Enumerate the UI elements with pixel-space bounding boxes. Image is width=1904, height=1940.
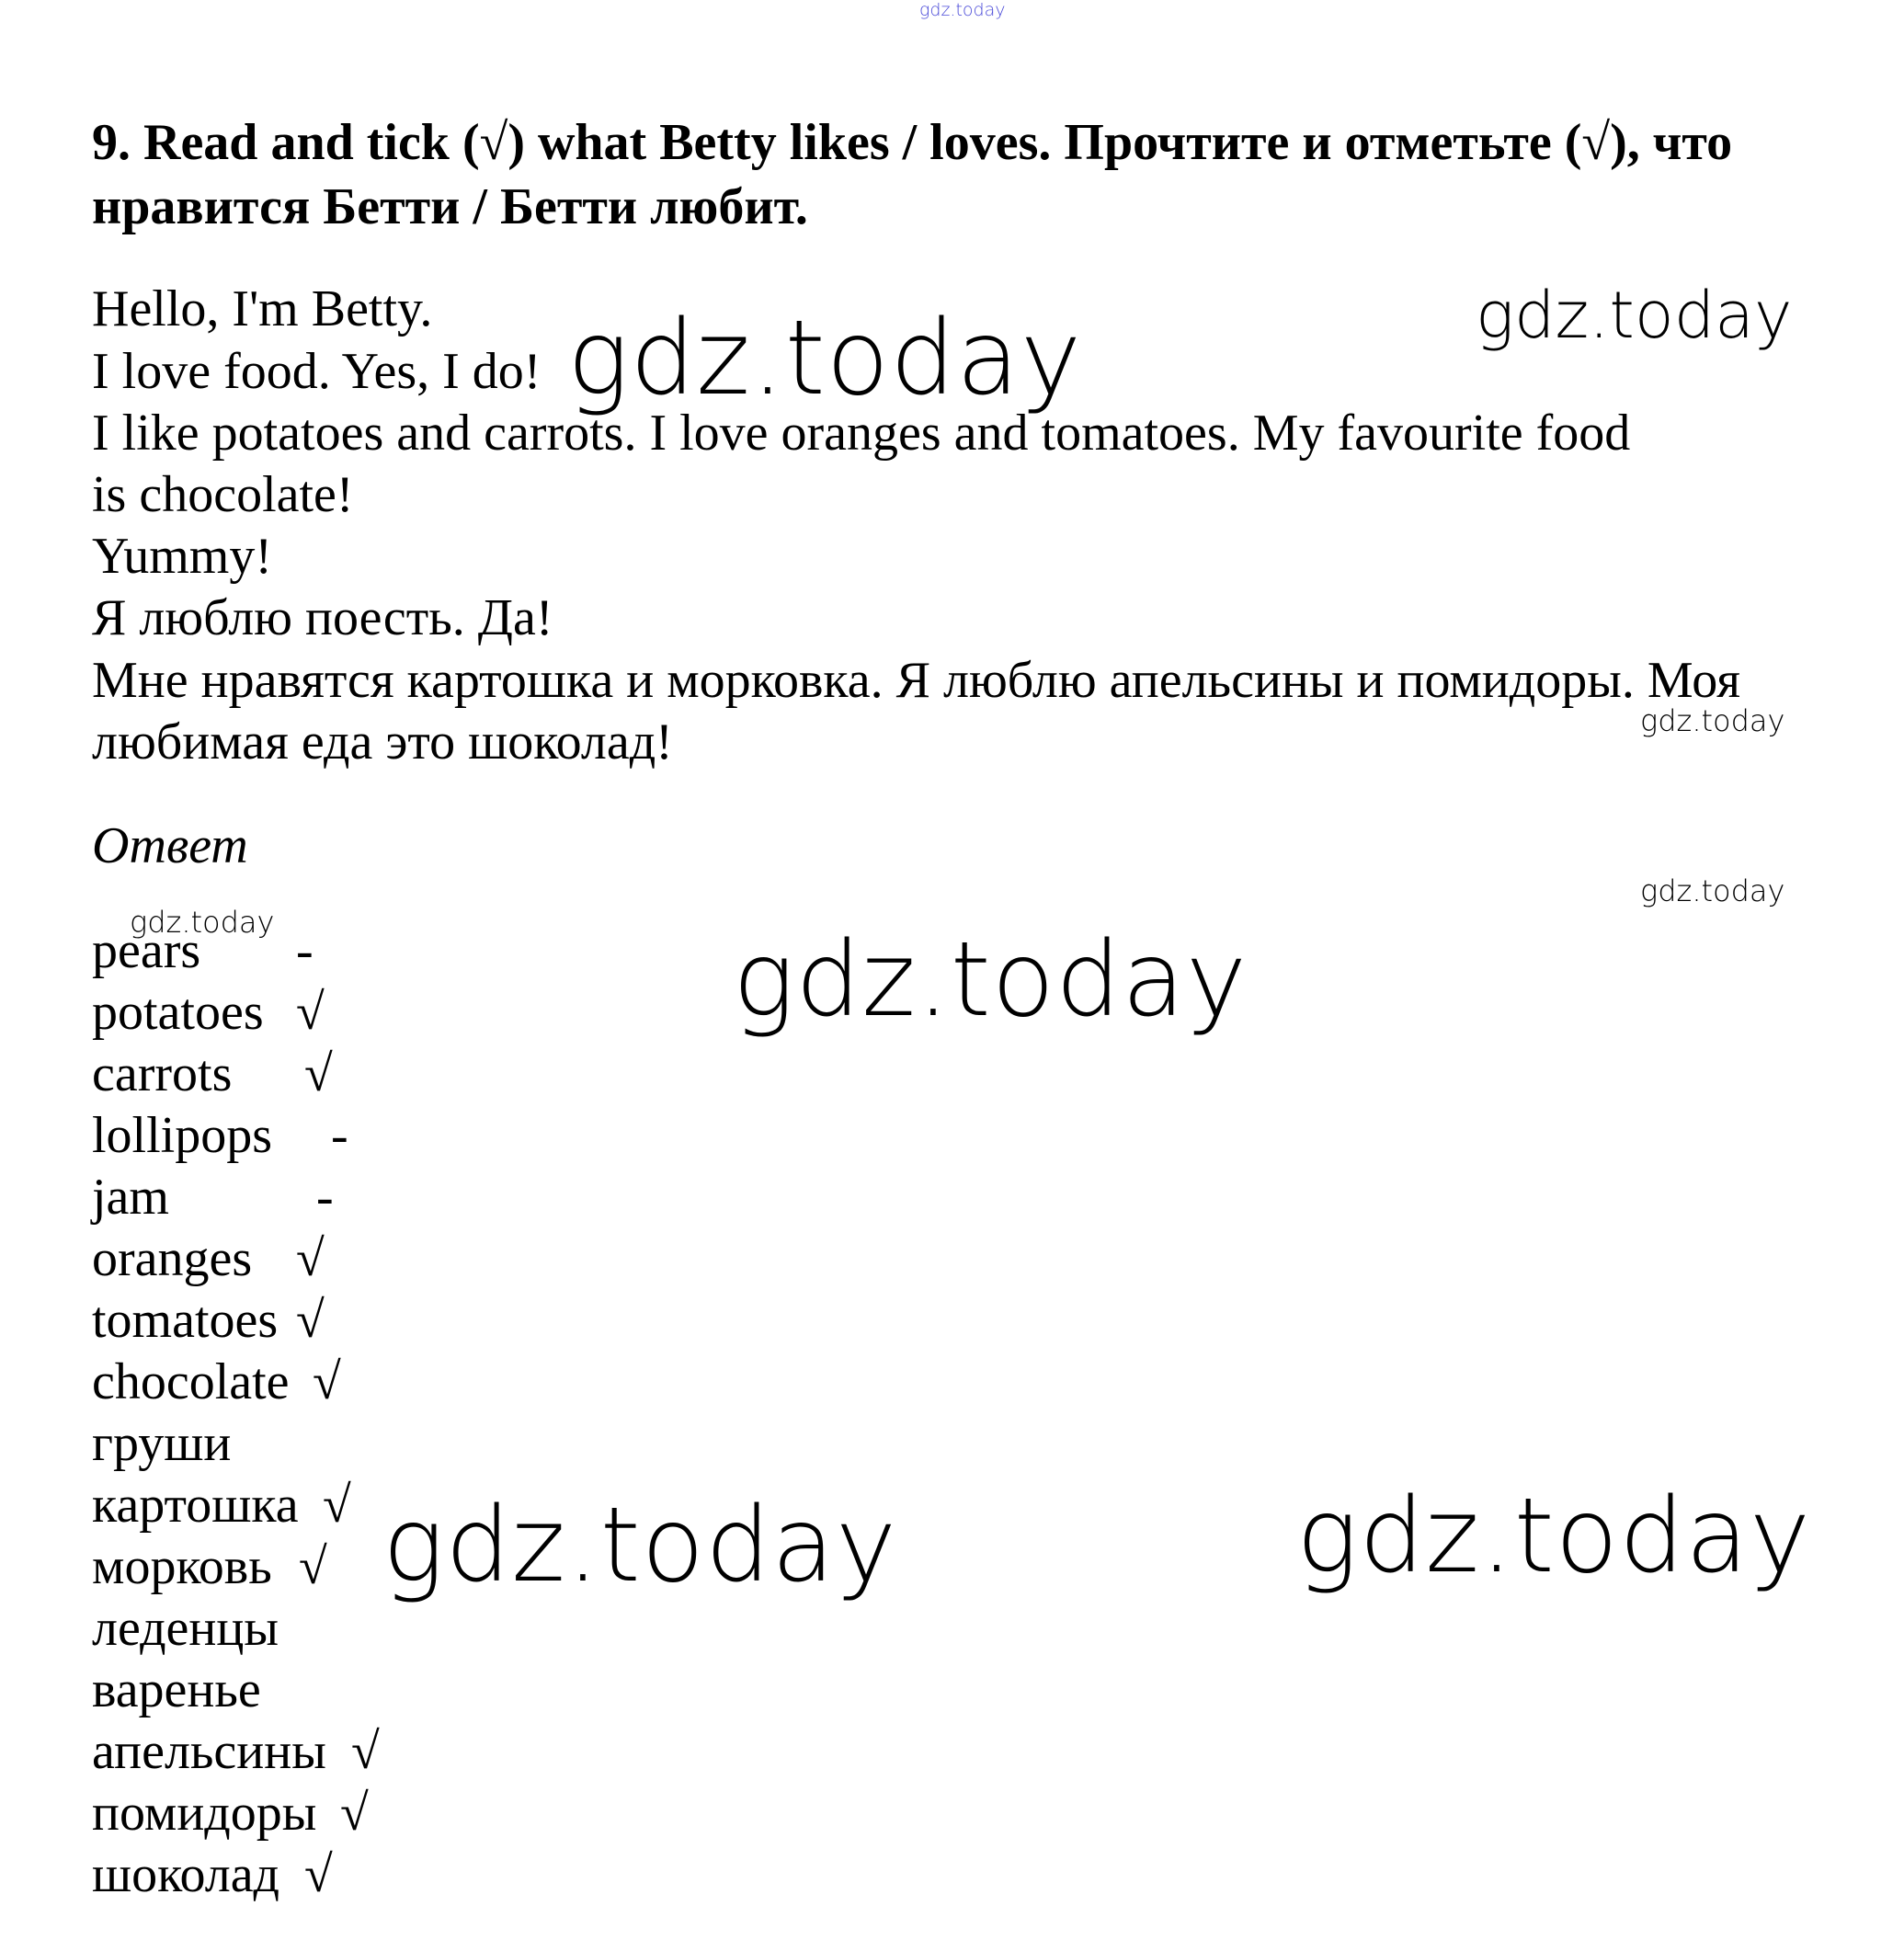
watermark: gdz.today <box>567 299 1083 418</box>
exercise-heading: 9. Read and tick (√) what Betty likes / loves. Прочтите и отметьте (√), что нравится Бетти / Бетти любит. <box>92 114 1733 235</box>
answer-row <box>92 1227 325 1290</box>
text-line: I like potatoes and carrots. I love oranges and tomatoes. My favourite food <box>92 405 1631 462</box>
answer-mark: √ <box>299 1538 327 1595</box>
text-line: Мне нравятся картошка и морковка. Я люблю апельсины и помидоры. Моя <box>92 652 1740 709</box>
watermark: gdz.today <box>130 905 275 940</box>
answer-row <box>92 1782 369 1844</box>
answer-row <box>92 1535 327 1598</box>
answer-row <box>92 1597 279 1660</box>
answer-item: jam <box>92 1169 169 1226</box>
answer-item: tomatoes <box>92 1292 279 1349</box>
answer-row <box>92 1659 261 1721</box>
text-line: Hello, I'm Betty. <box>92 280 433 337</box>
answer-mark: - <box>331 1107 348 1164</box>
text-line: Я люблю поесть. Да! <box>92 589 553 646</box>
answer-mark: √ <box>340 1785 369 1842</box>
answer-mark: √ <box>304 1846 333 1903</box>
text-line: I love food. Yes, I do! <box>92 343 542 400</box>
answer-item: картошка <box>92 1477 299 1534</box>
watermark: gdz.today <box>1296 1477 1812 1596</box>
answer-item: oranges <box>92 1230 253 1287</box>
answer-row <box>92 1474 351 1536</box>
watermark: gdz.today <box>1640 873 1785 908</box>
answer-item: морковь <box>92 1538 272 1595</box>
answer-mark: √ <box>313 1353 341 1410</box>
answer-mark: - <box>316 1169 334 1226</box>
answer-row <box>92 1843 333 1906</box>
answer-label: Ответ <box>92 817 248 874</box>
text-line: любимая еда это шоколад! <box>92 713 673 770</box>
answer-mark: √ <box>304 1045 333 1102</box>
answer-row <box>92 1166 334 1228</box>
watermark: gdz.today <box>382 1486 898 1605</box>
answer-row <box>92 1289 325 1352</box>
watermark: gdz.today <box>1640 703 1785 738</box>
answer-mark: - <box>296 922 314 979</box>
answer-item: апельсины <box>92 1723 326 1780</box>
watermark: gdz.today <box>733 920 1248 1040</box>
answer-item: chocolate <box>92 1353 290 1410</box>
answer-item: помидоры <box>92 1785 317 1842</box>
watermark-top: gdz.today <box>919 0 1006 20</box>
answer-item: potatoes <box>92 984 264 1041</box>
answer-item: pears <box>92 922 201 979</box>
answer-row <box>92 1720 380 1783</box>
answer-row <box>92 1104 348 1167</box>
answer-item: груши <box>92 1415 232 1472</box>
answer-mark: √ <box>296 1292 325 1349</box>
answer-row <box>92 1351 341 1413</box>
answer-item: шоколад <box>92 1846 280 1903</box>
answer-row <box>92 981 325 1044</box>
answer-mark: √ <box>351 1723 380 1780</box>
answer-mark: √ <box>296 1230 325 1287</box>
answer-item: варенье <box>92 1661 261 1718</box>
answer-mark: √ <box>296 984 325 1041</box>
answer-item: carrots <box>92 1045 233 1102</box>
answer-row <box>92 1412 231 1475</box>
answer-item: lollipops <box>92 1107 273 1164</box>
text-line: Yummy! <box>92 528 272 585</box>
answer-row <box>92 1043 333 1105</box>
answer-item: леденцы <box>92 1600 279 1657</box>
watermark: gdz.today <box>1476 278 1793 353</box>
answer-mark: √ <box>323 1477 351 1534</box>
text-line: is chocolate! <box>92 466 354 523</box>
